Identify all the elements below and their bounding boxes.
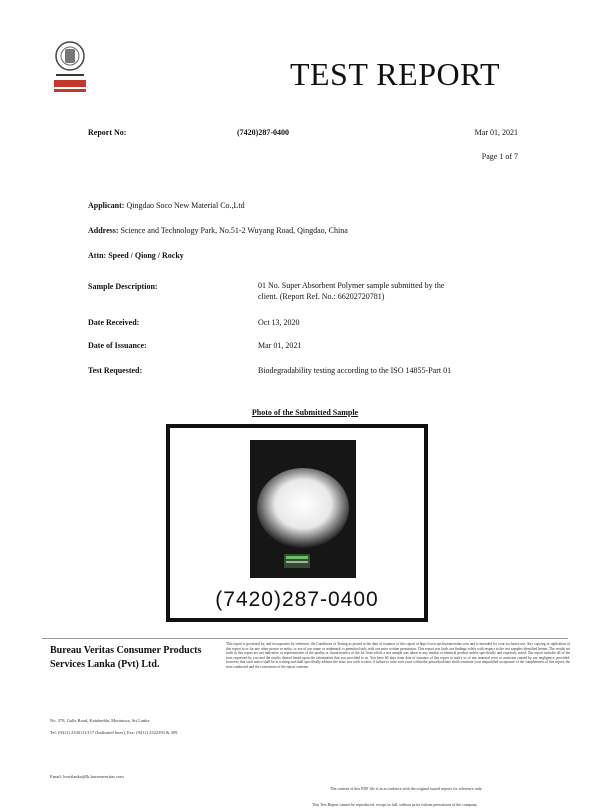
report-date: Mar 01, 2021 [474, 128, 518, 137]
company-name: Bureau Veritas Consumer Products Services Lanka (Pvt) Ltd. [50, 645, 202, 670]
footer-note-1: The content of this PDF file is in accordance with the original issued reports for reference only. [330, 786, 483, 791]
date-received-label: Date Received: [88, 318, 140, 327]
disclaimer-text: This report is governed by, and incorporates by reference, the Conditions of Testing as posted at the date of issuance of this report at http://www.cps.bureauveritas.com and is intended for your exclusive use. Any copying or replication of this report to or for any other person or entity, or use of our name or trademark, is permitted only with our prior written permission. This report sets forth our findings solely with respect to the test samples identified herein. The results set forth in this report are not indicative or representative of the quality or characteristics of the lot from which a test sample was taken or any similar or identical product unless specifically and expressly noted. Our report includes all of the tests requested by you and the results thereof based upon the information that you provided to us. You have 60 days from date of issuance of this report to notify us of any material error or omission caused by our negligence, provided, however, that such notice shall be in writing and shall specifically address the issue you wish to raise. A failure to raise such issue within the prescribed time shall constitute your unqualified acceptance of the completeness of this report, the tests conducted and the correctness of the report contents. [226, 642, 570, 669]
company-tel: Tel: (9411) 2330111/117 (Indicated lines), Fax: (9411) 2322393 & 399 [50, 730, 178, 735]
attn-label: Attn: [88, 251, 107, 260]
sample-description-value: 01 No. Super Absorbent Polymer sample submitted by the [258, 281, 445, 290]
sample-photo-frame [166, 424, 428, 622]
test-requested-label: Test Requested: [88, 366, 143, 375]
date-received-value: Oct 13, 2020 [258, 318, 300, 327]
address-value: Science and Technology Park, No.51-2 Wuyang Road, Qingdao, China [120, 226, 348, 235]
report-title: TEST REPORT [289, 56, 501, 92]
footer-divider [42, 638, 568, 639]
company-address: No. 378, Galle Road, Katubedda, Moratuwa, Sri Lanka [50, 718, 150, 723]
photo-caption: (7420)287-0400 [215, 588, 379, 611]
sample-description-value-2: client. (Report Ref. No.: 66202720781) [258, 292, 385, 301]
footer-note-2: This Test Report cannot be reproduced, except in full, without prior written permission of the company. [312, 802, 478, 807]
report-no-label: Report No: [88, 128, 127, 137]
date-issuance-label: Date of Issuance: [88, 341, 147, 350]
test-requested-value: Biodegradability testing according to the ISO 14855-Part 01 [258, 366, 452, 375]
date-issuance-value: Mar 01, 2021 [258, 341, 302, 350]
applicant-value: Qingdao Soco New Material Co.,Ltd [126, 201, 245, 210]
attn-value: Speed / Qiong / Rocky [108, 251, 184, 260]
report-no-value: (7420)287-0400 [237, 128, 289, 137]
address-line [88, 226, 348, 236]
applicant-line [88, 201, 245, 211]
bureau-veritas-logo [52, 40, 88, 102]
attn-line [88, 251, 184, 261]
applicant-label: Applicant: [88, 201, 125, 210]
company-email: Email: bvsrilanka@lk.bureauveritas.com [50, 774, 124, 779]
address-label: Address: [88, 226, 119, 235]
sample-description-label: Sample Description: [88, 282, 158, 291]
photo-title: Photo of the Submitted Sample [251, 408, 359, 417]
sample-photo [250, 440, 356, 578]
page-number: Page 1 of 7 [481, 152, 518, 161]
